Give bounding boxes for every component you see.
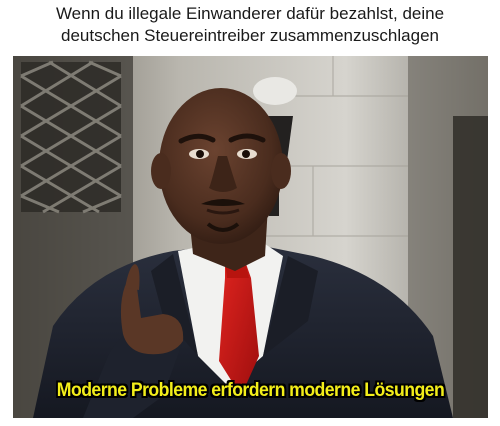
- meme-photo: [13, 56, 488, 418]
- top-caption-line-2: deutschen Steuereintreiber zusammenzuschlagen: [60, 26, 439, 45]
- photo-illustration: [13, 56, 488, 418]
- top-caption-line-1: Wenn du illegale Einwanderer dafür bezahlst, deine: [55, 4, 445, 23]
- top-caption: [0, 3, 500, 47]
- bottom-caption: Moderne Probleme erfordern moderne Lösungen: [56, 380, 445, 401]
- window-lattice: [21, 62, 121, 212]
